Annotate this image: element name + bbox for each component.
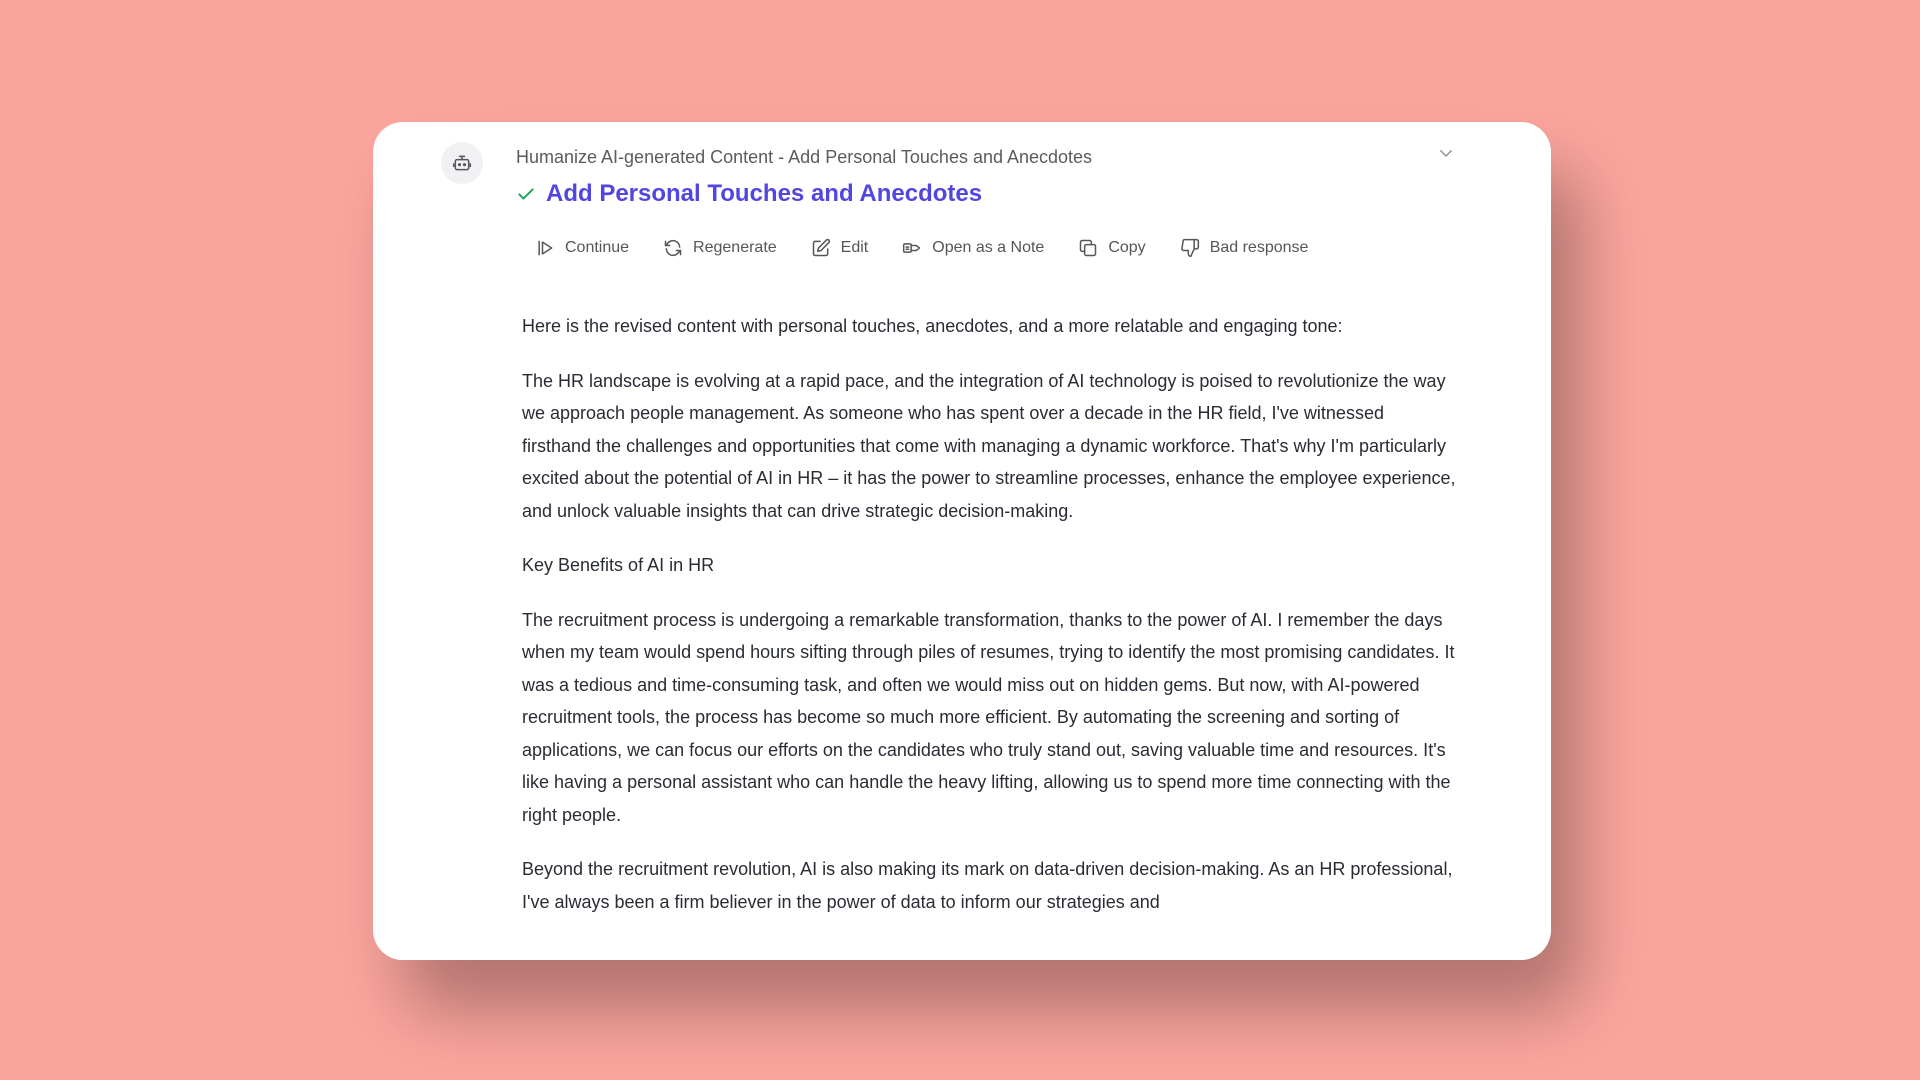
note-icon: [902, 238, 922, 258]
section-heading: Key Benefits of AI in HR: [522, 555, 715, 575]
bad-response-button[interactable]: [1180, 238, 1309, 258]
continue-button[interactable]: [535, 238, 629, 258]
paragraph-2: The recruitment process is undergoing a remarkable transformation, thanks to the power of AI. I remember the days when my team would spend hours sifting through piles of resumes, trying to identify the most promising candidates. It was a tedious and time-consuming task, and often we would miss out on hidden gems. But now, with AI-powered recruitment tools, the process has become so much more efficient. By automating the screening and sorting of applications, we can focus our efforts on the candidates who truly stand out, saving valuable time and resources. It's like having a personal assistant who can handle the heavy lifting, allowing us to spend more time connecting with the right people.: [522, 609, 1455, 825]
chevron-down-icon[interactable]: [1437, 144, 1455, 162]
bad-response-label: Bad response: [1209, 239, 1309, 256]
play-icon: [535, 238, 555, 258]
response-content: [522, 310, 1457, 940]
edit-icon: [811, 238, 831, 258]
continue-label: Continue: [565, 239, 630, 256]
check-icon: [516, 184, 536, 204]
copy-label: Copy: [1108, 239, 1146, 256]
regenerate-button[interactable]: [663, 238, 777, 258]
assistant-avatar: [441, 142, 483, 184]
thumbs-down-icon: [1180, 238, 1200, 258]
response-toolbar: [535, 232, 1342, 264]
title-row: [516, 178, 1461, 210]
refresh-icon: [663, 238, 683, 258]
copy-button[interactable]: [1078, 238, 1145, 258]
prompt-subtitle: Humanize AI-generated Content - Add Personal Touches and Anecdotes: [516, 147, 1093, 167]
open-as-note-button[interactable]: [902, 238, 1044, 258]
open-as-note-label: Open as a Note: [932, 239, 1045, 256]
edit-button[interactable]: [811, 238, 869, 258]
robot-icon: [452, 153, 472, 173]
paragraph-3: Beyond the recruitment revolution, AI is also making its mark on data-driven decision-making. As an HR professional, I've always been a firm believer in the power of data to inform our strategies and: [522, 859, 1453, 912]
response-card: [373, 122, 1551, 960]
response-header: [516, 144, 1461, 210]
edit-label: Edit: [840, 239, 869, 256]
copy-icon: [1078, 238, 1098, 258]
response-title: Add Personal Touches and Anecdotes: [546, 180, 983, 207]
regenerate-label: Regenerate: [693, 239, 777, 256]
paragraph-1: The HR landscape is evolving at a rapid pace, and the integration of AI technology is poised to revolutionize the way we approach people management. As someone who has spent over a decade in the HR field, I've witnessed firsthand the challenges and opportunities that come with managing a dynamic workforce. That's why I'm particularly excited about the potential of AI in HR – it has the power to streamline processes, enhance the employee experience, and unlock valuable insights that can drive strategic decision-making.: [522, 370, 1456, 521]
intro-paragraph: Here is the revised content with personal touches, anecdotes, and a more relatable and engaging tone:: [522, 316, 1343, 336]
